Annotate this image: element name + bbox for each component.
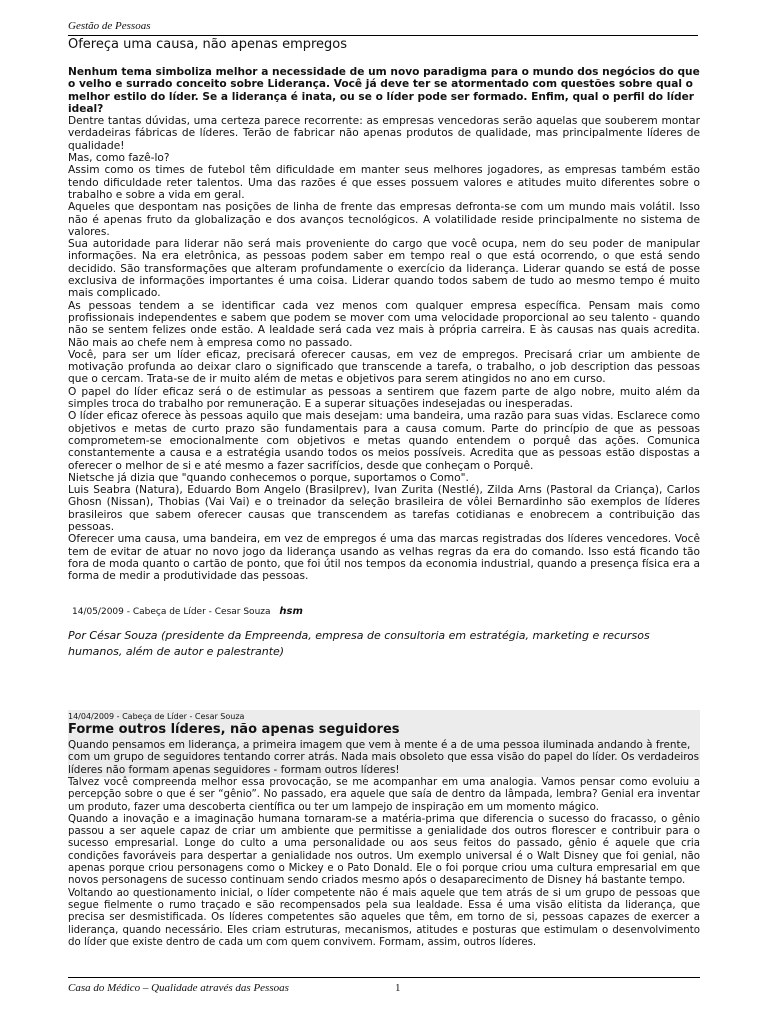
paragraph: Quando a inovação e a imaginação humana tornaram-se a matéria-prima que diferencia o sucesso do fracasso, o gênio passou a ser aquele capaz de criar um ambiente que permitisse a genialidade dos outros florescer e contribuir para o sucesso empresarial. Longe do culto a uma personalidade ou aos seus feitos do passado, gênio é aquele que cria condições favoráveis para despertar a genialidade nos outros. Um exemplo universal é o Walt Disney que foi genial, não apenas porque criou personagens como o Mickey e o Pato Donald. Ele o foi porque criou uma cultura empresarial em que novos personagens de sucesso continuam sendo criados mesmo após o desaparecimento de Disney há bastante tempo. <box>68 813 700 887</box>
paragraph: Nietsche já dizia que "quando conhecemos o porque, suportamos o Como". <box>68 471 469 484</box>
article-date-source: 14/05/2009 - Cabeça de Líder - Cesar Souza <box>72 607 271 617</box>
section-title: Gestão de Pessoas <box>68 20 151 32</box>
paragraph: Sua autoridade para liderar não será mais proveniente do cargo que você ocupa, nem do seu poder de manipular informações. Na era eletrônica, as pessoas podem saber em tempo real o que está ocorrendo, o que está sendo decidido. São transformações que alteram profundamente o exercício da liderança. Liderar quando se está de posse exclusiva de informações importantes é uma coisa. Liderar quando todos sabem de tudo ao mesmo tempo é muito mais complicado. <box>68 238 700 300</box>
paragraph: Aqueles que despontam nas posições de linha de frente das empresas defronta-se com um mundo mais volátil. Isso não é apenas fruto da globalização e dos avanços tecnológicos. A volatilidade reside principalmente no sistema de valores. <box>68 201 700 238</box>
article2-title: Forme outros líderes, não apenas seguidores <box>68 722 400 737</box>
paragraph: Voltando ao questionamento inicial, o líder competente não é mais aquele que tem atrás de si um grupo de pessoas que segue fielmente o rumo traçado e são recompensados pela sua lealdade. Essa é uma visão elitista da liderança, que precisa ser desmistificada. Os líderes competentes são aqueles que têm, em torno de si, pessoas capazes de exercer a liderança, quando necessário. Eles criam estruturas, mecanismos, atitudes e posturas que estimulam o desenvolvimento do líder que existe dentro de cada um com quem convivem. Formam, assim, outros líderes. <box>68 887 700 948</box>
article-meta <box>72 606 303 617</box>
footer-text: Casa do Médico – Qualidade através das Pessoas <box>68 982 289 994</box>
paragraph: O líder eficaz oferece às pessoas aquilo que mais desejam: uma bandeira, uma razão para suas vidas. Esclarece como objetivos e metas de curto prazo são fundamentais para a causa comum. Parte do princípio de que as pessoas comprometem-se emocionalmente com objetivos e metas quando entendem o porquê das ações. Comunica constantemente a causa e a estratégia usando todos os meios possíveis. Acredita que as pessoas estão dispostas a oferecer o melhor de si e até mesmo a fazer sacrifícios, desde que conheçam o Porquê. <box>68 410 700 472</box>
paragraph: Assim como os times de futebol têm dificuldade em manter seus melhores jogadores, as empresas também estão tendo dificuldade reter talentos. Uma das razões é que esses possuem valores e atitudes muito diferentes sobre o trabalho e sobre a vida em geral. <box>68 164 700 201</box>
hsm-logo: hsm <box>279 606 303 617</box>
page-number: 1 <box>395 982 401 994</box>
paragraph: Talvez você compreenda melhor essa provocação, se me acompanhar em uma analogia. Vamos pensar como evoluiu a percepção sobre o que é ser “gênio”. No passado, era aquele que saía de dentro da lâmpada, lembra? Genial era inventar um produto, fazer uma descoberta científica ou ter um lampejo de inspiração em um momento mágico. <box>68 777 700 813</box>
article2-header-box <box>68 710 700 777</box>
paragraph: Mas, como fazê-lo? <box>68 152 170 165</box>
header-divider <box>68 35 698 36</box>
article2-intro: Quando pensamos em liderança, a primeira imagem que vem à mente é a de uma pessoa iluminada andando à frente, com um grupo de seguidores tentando correr atrás. Nada mais obsoleto que essa visão do papel do líder. Os verdadeiros líderes não formam apenas seguidores - formam outros líderes! <box>68 739 700 776</box>
article-lead: Nenhum tema simboliza melhor a necessidade de um novo paradigma para o mundo dos negócios do que o velho e surrado conceito sobre Liderança. Você já deve ter se atormentado com questões sobre qual o melhor estilo do líder. Se a liderança é inata, ou se o líder pode ser formado. Enfim, qual o perfil do líder ideal? <box>68 66 700 115</box>
author-byline: Por César Souza (presidente da Empreenda, empresa de consultoria em estratégia, marketing e recursos humanos, além de autor e palestrante) <box>68 629 650 658</box>
paragraph: O papel do líder eficaz será o de estimular as pessoas a sentirem que fazem parte de algo nobre, muito além da simples troca do trabalho por remuneração. E a superar situações indesejadas ou inesperadas. <box>68 385 700 411</box>
paragraph: Você, para ser um líder eficaz, precisará oferecer causas, em vez de empregos. Precisará criar um ambiente de motivação profunda ao deixar claro o significado que transcende a tarefa, o trabalho, o job description das pessoas que o cercam. Trata-se de ir muito além de metas e objetivos para serem atingidos no ano em curso. <box>68 348 700 386</box>
article-title: Ofereça uma causa, não apenas empregos <box>68 37 348 52</box>
article2-body <box>68 777 700 949</box>
footer-divider <box>68 977 700 978</box>
article-body <box>68 66 700 582</box>
paragraph: Dentre tantas dúvidas, uma certeza parece recorrente: as empresas vencedoras serão aquelas que souberem montar verdadeiras fábricas de líderes. Terão de fabricar não apenas produtos de qualidade, mas principalmente líderes de qualidade! <box>68 115 700 152</box>
page-footer <box>68 977 700 994</box>
paragraph: Luis Seabra (Natura), Eduardo Bom Angelo (Brasilprev), Ivan Zurita (Nestlé), Zilda Arns (Pastoral da Criança), Carlos Ghosn (Nissan), Thobias (Vai Vai) e o treinador da seleção brasileira de vôlei Bernardinho são exemplos de líderes brasileiros que sabem oferecer causas que transcendem as tarefas cotidianas e enobrecem a contribuição das pessoas. <box>68 484 700 533</box>
page-header <box>68 20 698 52</box>
paragraph: Oferecer uma causa, uma bandeira, em vez de empregos é uma das marcas registradas dos líderes vencedores. Você tem de evitar de atuar no novo jogo da liderança usando as velhas regras da era do comando. Isso está ficando tão fora de moda quanto o cartão de ponto, que foi útil nos tempos da economia industrial, quando a presença física era a forma de medir a produtividade das pessoas. <box>68 533 700 583</box>
article2-meta: 14/04/2009 - Cabeça de Líder - Cesar Souza <box>68 712 245 721</box>
paragraph: As pessoas tendem a se identificar cada vez menos com qualquer empresa específica. Pensam mais como profissionais independentes e sabem que podem se mover com uma velocidade proporcional ao seu talento - quando não se sentem felizes onde estão. A lealdade será cada vez mais à própria carreira. E às causas nas quais acredita. Não mais ao chefe nem à empresa como no passado. <box>68 299 700 349</box>
